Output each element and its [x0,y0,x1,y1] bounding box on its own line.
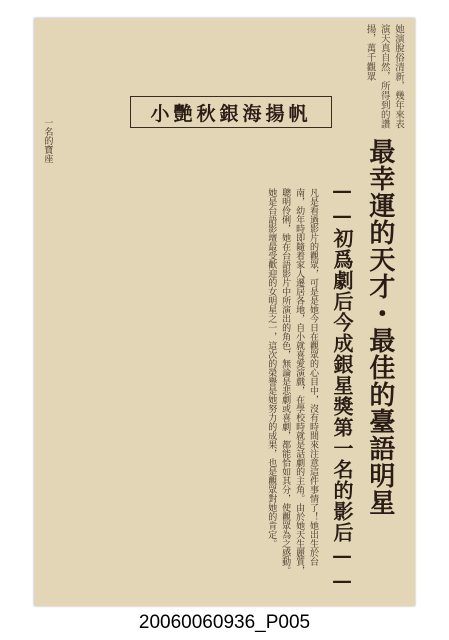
intro-note: 她演脫俗清新，幾年來表演天真自然，所得到的讚揚，萬千觀眾 [364,24,404,129]
leaflet-page [34,18,415,606]
banner-title: 小艷秋銀海揚帆 [150,102,312,125]
article-body: 凡是看過影片的觀眾，可是是她今日在觀眾的心目中，沒有時間來注意這件事情了！她出生於台南，幼年時即隨着家人遷居各地，自小就喜愛演戲，在學校時就是話劇的主角。由於她天生麗質，聰明伶俐，她在台語影片中所演出的角色，無論是悲劇或喜劇，都能恰如其分，使觀眾為之感動。她是台語影壇最受歡迎的女明星之一，這次的榮譽是她努力的成果，也是觀眾對她的肯定。 [266,188,318,575]
archive-id-caption: 20060060936_P005 [138,612,311,633]
headline: 最幸運的天才・最佳的臺語明星 [364,138,395,516]
subheadline: ——初爲劇后今成銀星獎第一名的影后—— [330,178,354,593]
title-banner [130,96,332,128]
side-tag: 一名的寶座 [42,118,53,163]
